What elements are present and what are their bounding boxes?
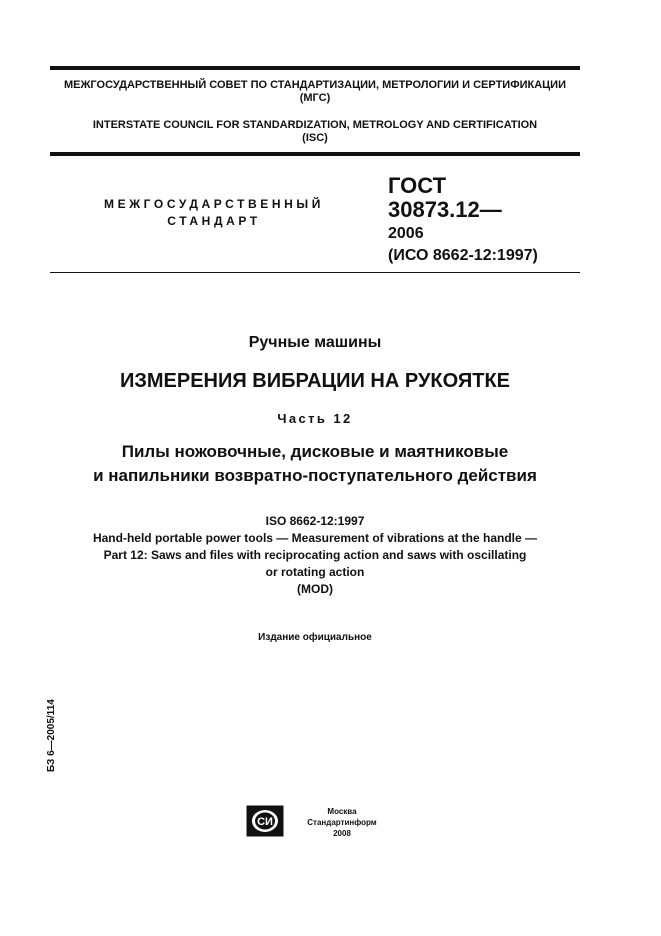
standartinform-logo-icon [246,805,284,837]
thin-rule [50,272,580,273]
publisher-name: Стандартинформ [307,818,377,827]
publisher-city: Москва [327,807,357,816]
middle-rule [50,152,580,156]
council-en-line2: (ISC) [302,132,328,144]
iso-line5: (MOD) [297,582,333,596]
side-code: БЗ 6—2005/114 [46,699,57,772]
gost-year: 2006 [388,225,424,242]
title-measurement: ИЗМЕРЕНИЯ ВИБРАЦИИ НА РУКОЯТКЕ [119,370,511,392]
council-ru [50,79,580,105]
iso-line3: Part 12: Saws and files with reciprocating action and saws with oscillating [103,548,527,562]
council-ru-line2: (МГС) [299,92,331,104]
standard-label [88,196,340,230]
title-machines: Ручные машины [248,334,382,351]
iso-line4: or rotating action [265,565,365,579]
iso-line1: ISO 8662-12:1997 [265,514,365,528]
gost-number: 30873.12— [388,197,502,222]
title-saws [30,440,600,488]
iso-line2: Hand-held portable power tools — Measurement of vibrations at the handle — [92,531,538,545]
svg-text:СИ: СИ [257,816,273,828]
council-ru-line1: МЕЖГОСУДАРСТВЕННЫЙ СОВЕТ ПО СТАНДАРТИЗАЦИИ, МЕТРОЛОГИИ И СЕРТИФИКАЦИИ [63,79,566,91]
gost-title: ГОСТ [388,173,447,198]
council-en [50,119,580,145]
council-en-line1: INTERSTATE COUNCIL FOR STANDARDIZATION, METROLOGY AND CERTIFICATION [92,119,538,131]
standard-label-line2: СТАНДАРТ [167,214,261,228]
edition-label: Издание официальное [258,632,372,643]
top-rule [50,66,580,70]
standard-label-line1: МЕЖГОСУДАРСТВЕННЫЙ [104,197,324,211]
publisher [296,806,388,839]
iso-title [30,513,600,598]
title-saws-line1: Пилы ножовочные, дисковые и маятниковые [121,442,509,461]
title-saws-line2: и напильники возвратно-поступательного действия [93,466,537,485]
gost-designation [388,174,588,267]
publisher-year: 2008 [333,829,351,838]
title-part: Часть 12 [277,411,353,426]
gost-iso-ref: (ИСО 8662-12:1997) [388,247,538,264]
